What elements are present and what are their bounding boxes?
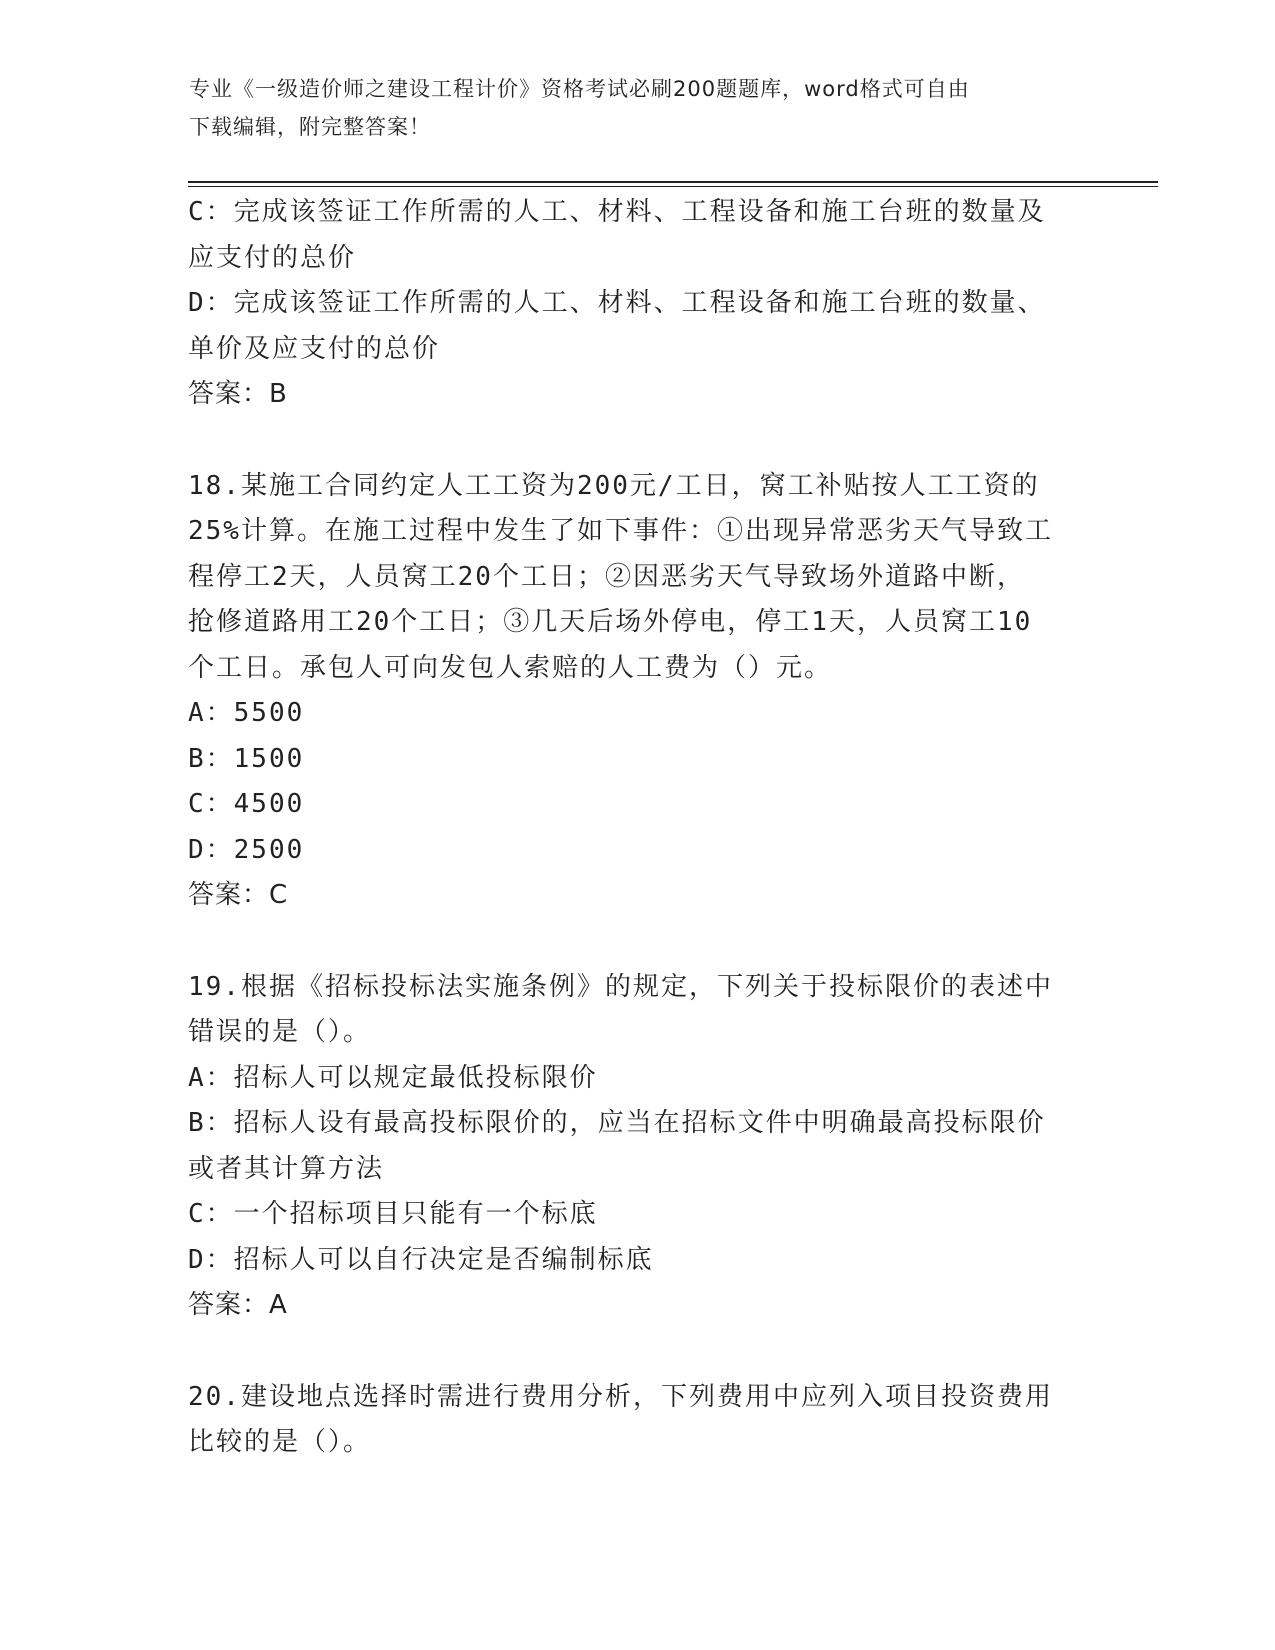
option-a: A：5500 [188,698,305,728]
question-19-line-2: 错误的是（）。 [188,1017,372,1047]
option-a: A：招标人可以规定最低投标限价 [188,1062,598,1093]
question-17 [188,190,1088,418]
header-line-1: 专业《一级造价师之建设工程计价》资格考试必刷200题题库，word格式可自由 [189,77,970,101]
option-d-line-2: 单价及应支付的总价 [188,333,441,364]
header-line-2: 下载编辑，附完整答案！ [189,115,431,139]
option-c: C：一个招标项目只能有一个标底 [188,1199,598,1229]
header-divider-thin [188,186,1158,187]
option-d-line-1: D：完成该签证工作所需的人工、材料、工程设备和施工台班的数量、 [188,288,1046,318]
option-c-line-2: 应支付的总价 [188,242,357,273]
question-20-line-2: 比较的是（）。 [188,1427,372,1457]
spacer [188,919,1088,965]
answer-17: 答案：B [188,379,288,409]
spacer [188,418,1088,464]
header-divider-thick [188,181,1158,183]
answer-18: 答案：C [188,880,289,910]
question-20-line-1: 20.建设地点选择时需进行费用分析，下列费用中应列入项目投资费用 [188,1381,1053,1412]
question-19 [188,965,1088,1329]
option-d: D：2500 [188,834,305,865]
question-18-line-2: 25%计算。在施工过程中发生了如下事件：①出现异常恶劣天气导致工 [188,516,1053,546]
option-b-line-1: B：招标人设有最高投标限价的，应当在招标文件中明确最高投标限价 [188,1108,1046,1138]
option-c-line-1: C：完成该签证工作所需的人工、材料、工程设备和施工台班的数量及 [188,197,1046,227]
question-19-line-1: 19.根据《招标投标法实施条例》的规定，下列关于投标限价的表述中 [188,971,1053,1002]
question-18-line-5: 个工日。承包人可向发包人索赔的人工费为（）元。 [188,652,833,683]
document-body [188,190,1088,1466]
option-c: C：4500 [188,789,305,819]
spacer [188,1329,1088,1375]
question-18-line-1: 18.某施工合同约定人工工资为200元/工日，窝工补贴按人工工资的 [188,470,1040,501]
option-d: D：招标人可以自行决定是否编制标底 [188,1244,654,1275]
option-b-line-2: 或者其计算方法 [188,1153,385,1184]
answer-19: 答案：A [188,1290,288,1320]
question-20 [188,1375,1088,1466]
option-b: B：1500 [188,743,305,774]
question-18-line-4: 抢修道路用工20个工日；③几天后场外停电，停工1天，人员窝工10 [188,607,1033,637]
document-header [189,70,1069,146]
question-18-line-3: 程停工2天，人员窝工20个工日；②因恶劣天气导致场外道路中断， [188,561,1025,592]
question-18 [188,464,1088,919]
